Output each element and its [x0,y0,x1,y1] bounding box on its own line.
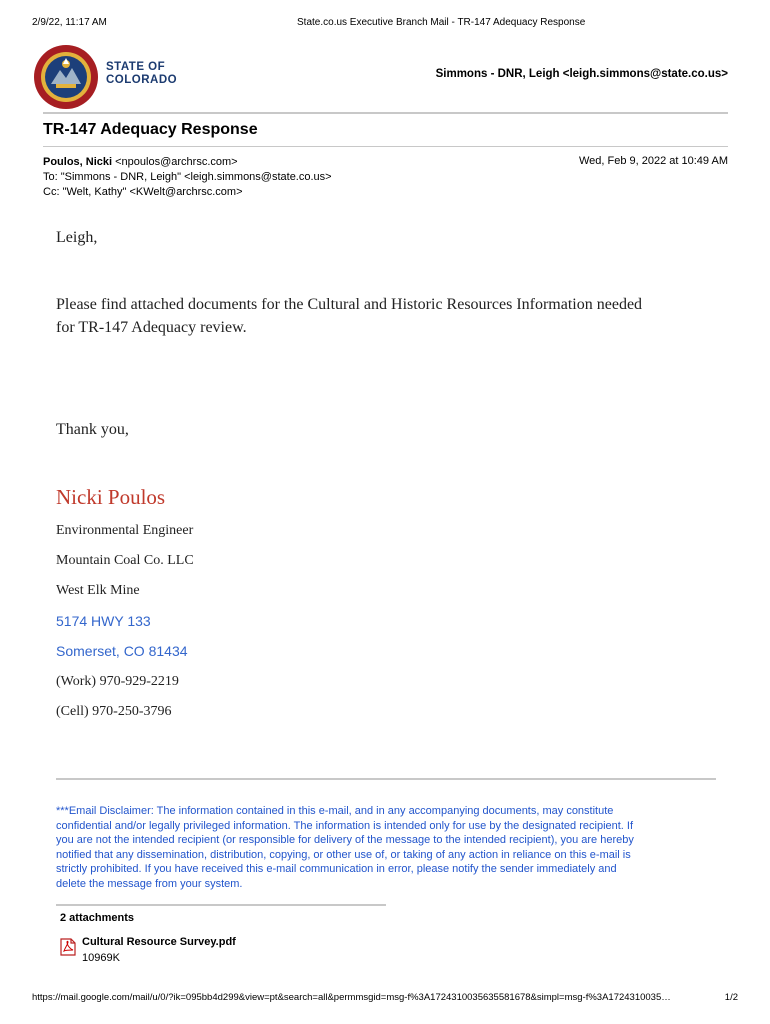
brand-line2: COLORADO [106,74,178,86]
from-name: Poulos, Nicki [43,156,113,168]
print-footer-url: https://mail.google.com/mail/u/0/?ik=095bb4d299&view=pt&search=all&permmsgid=msg-f%3A1724310035635581678&simpl=msg-f%3A1724310035… [32,992,671,1003]
account-user: Simmons - DNR, Leigh <leigh.simmons@state.co.us> [435,68,728,80]
brand-line1: STATE OF [106,61,166,73]
pdf-icon [60,938,76,956]
from-line [43,155,332,170]
disclaimer-line: confidential and/or legally privileged information. The information is intended only for use by the designated recipient. If [56,819,634,832]
email-disclaimer [56,804,706,892]
disclaimer-line: notified that any dissemination, distribution, copying, or other use of, or taking of any action in reliance on this e-mail is [56,848,631,861]
signature-cell-phone: (Cell) 970-250-3796 [56,704,172,719]
to-line: To: "Simmons - DNR, Leigh" <leigh.simmons@state.co.us> [43,171,332,183]
attachment-link[interactable]: Cultural Resource Survey.pdf [82,936,236,948]
signature-site: West Elk Mine [56,583,140,598]
body-paragraph [56,293,642,339]
print-datetime: 2/9/22, 11:17 AM [32,17,107,28]
from-email: <npoulos@archrsc.com> [112,156,238,168]
disclaimer-line: ***Email Disclaimer: The information contained in this e-mail, and in any accompanying documents, may constitute [56,805,614,817]
divider [56,778,716,780]
print-window-title: State.co.us Executive Branch Mail - TR-147 Adequacy Response [297,17,586,28]
signature-work-phone: (Work) 970-929-2219 [56,674,179,689]
message-date: Wed, Feb 9, 2022 at 10:49 AM [578,155,728,167]
signature-company: Mountain Coal Co. LLC [56,553,194,568]
state-of-colorado-logo-text [106,61,177,87]
signature-address-link[interactable]: 5174 HWY 133 [56,613,151,629]
email-subject: TR-147 Adequacy Response [43,121,258,138]
greeting: Leigh, [56,229,98,246]
divider [56,904,386,906]
disclaimer-line: delete the message from your system. [56,877,243,890]
signature-name: Nicki Poulos [56,485,166,509]
signature-title: Environmental Engineer [56,523,194,538]
signature-city-link[interactable]: Somerset, CO 81434 [56,643,188,659]
colorado-seal-logo [33,44,99,110]
cc-line: Cc: "Welt, Kathy" <KWelt@archrsc.com> [43,186,243,198]
disclaimer-line: strictly prohibited. If you have received this e-mail communication in error, please notify the sender immediately and [56,863,617,876]
print-page-number: 1/2 [724,992,738,1003]
attachment-size: 10969K [82,952,120,964]
divider [43,146,728,147]
divider [43,112,728,114]
body-line: for TR-147 Adequacy review. [56,319,247,336]
attachments-heading: 2 attachments [60,912,134,924]
message-header [43,155,332,200]
body-line: Please find attached documents for the Cultural and Historic Resources Information needed [56,296,643,313]
disclaimer-line: you are not the intended recipient (or responsible for delivery of the message to the intended recipient), you are hereby [56,834,634,847]
closing: Thank you, [56,421,129,438]
